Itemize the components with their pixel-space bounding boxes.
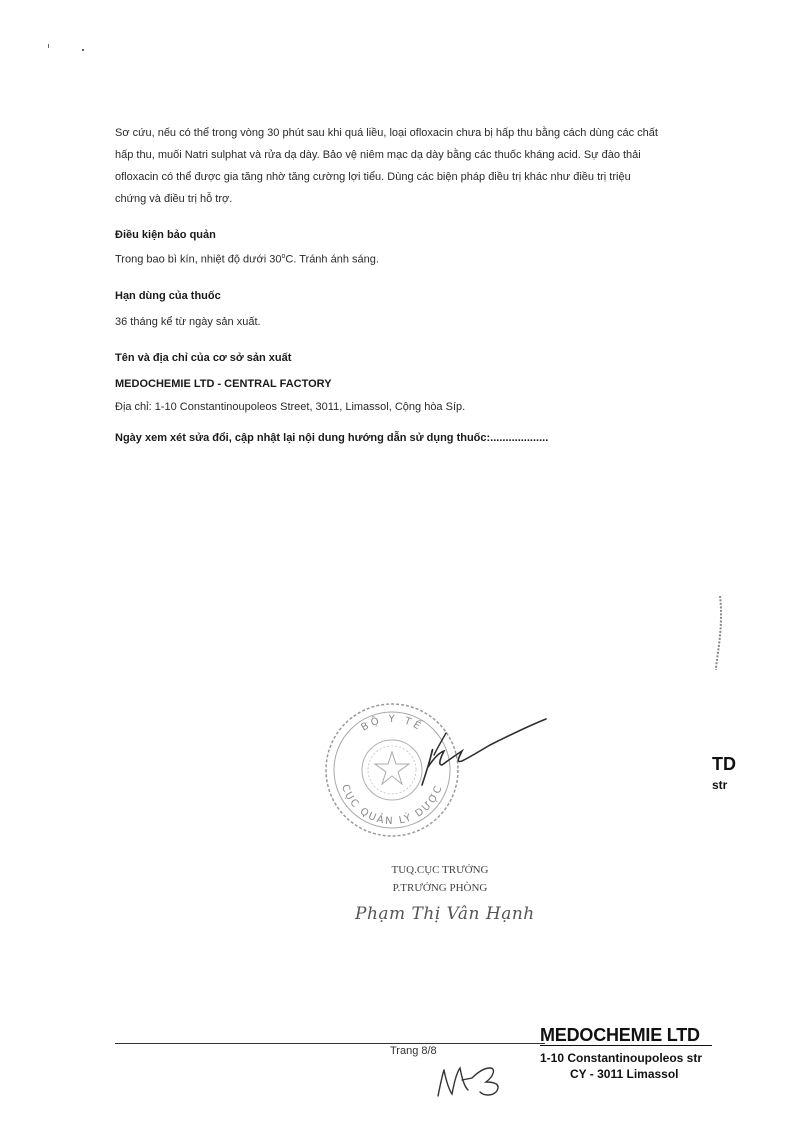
shelf-life-text: 36 tháng kể từ ngày sản xuất. xyxy=(115,316,261,328)
storage-heading: Điều kiện bảo quản xyxy=(115,229,216,241)
scan-speck xyxy=(82,49,84,51)
shelf-life-heading: Hạn dùng của thuốc xyxy=(115,290,221,302)
edge-rotated-text-icon xyxy=(708,592,730,672)
first-aid-line: chứng và điều trị hỗ trợ. xyxy=(115,193,233,205)
manufacturer-name: MEDOCHEMIE LTD - CENTRAL FACTORY xyxy=(115,378,332,390)
edge-stamp-line2: str xyxy=(712,778,728,792)
company-stamp xyxy=(540,1025,730,1082)
edge-stamp-line1: TD xyxy=(712,754,736,774)
signature-icon xyxy=(410,715,555,795)
storage-text-after: C. Tránh ánh sáng. xyxy=(285,253,379,266)
signatory-title-line2: P.TRƯỞNG PHÒNG xyxy=(392,882,488,894)
first-aid-line: Sơ cứu, nếu có thể trong vòng 30 phút sau khi quá liều, loại ofloxacin chưa bị hấp thu bằng cách dùng các chất xyxy=(115,127,658,139)
company-stamp-street: 1-10 Constantinoupoleos str xyxy=(540,1051,703,1065)
company-stamp-city: CY - 3011 Limassol xyxy=(570,1067,679,1081)
scan-speck xyxy=(48,44,49,48)
initials-scribble-icon xyxy=(432,1056,522,1104)
company-stamp-name: MEDOCHEMIE LTD xyxy=(540,1025,712,1046)
first-aid-paragraph xyxy=(115,122,735,210)
storage-text-before: Trong bao bì kín, nhiệt độ dưới 30 xyxy=(115,253,282,266)
manufacturer-address: Địa chỉ: 1-10 Constantinoupoleos Street, 3011, Limassol, Cộng hòa Síp. xyxy=(115,401,466,413)
storage-text xyxy=(115,253,379,266)
first-aid-line: ofloxacin có thể được gia tăng nhờ tăng cường lợi tiểu. Dùng các biện pháp điều trị khác như điều trị triệu xyxy=(115,171,631,183)
first-aid-line: hấp thu, muối Natri sulphat và rửa dạ dày. Bảo vệ niêm mạc dạ dày bằng các thuốc kháng acid. Sự đào thải xyxy=(115,149,641,161)
manufacturer-heading: Tên và địa chỉ của cơ sở sản xuất xyxy=(115,352,292,364)
page-number: Trang 8/8 xyxy=(390,1045,437,1057)
signatory-title-line1: TUQ.CỤC TRƯỞNG xyxy=(391,864,489,876)
degree-mark: o xyxy=(281,253,286,260)
signatory-name: Phạm Thị Vân Hạnh xyxy=(355,904,535,924)
seal-bottom-text: CỤC QUẢN LÝ DƯỢC xyxy=(338,783,446,828)
footer-rule xyxy=(115,1043,545,1044)
seal-top-text: BỘ Y TẾ xyxy=(359,713,425,734)
revision-date-label: Ngày xem xét sửa đổi, cập nhật lại nội dung hướng dẫn sử dụng thuốc:................... xyxy=(115,432,549,444)
